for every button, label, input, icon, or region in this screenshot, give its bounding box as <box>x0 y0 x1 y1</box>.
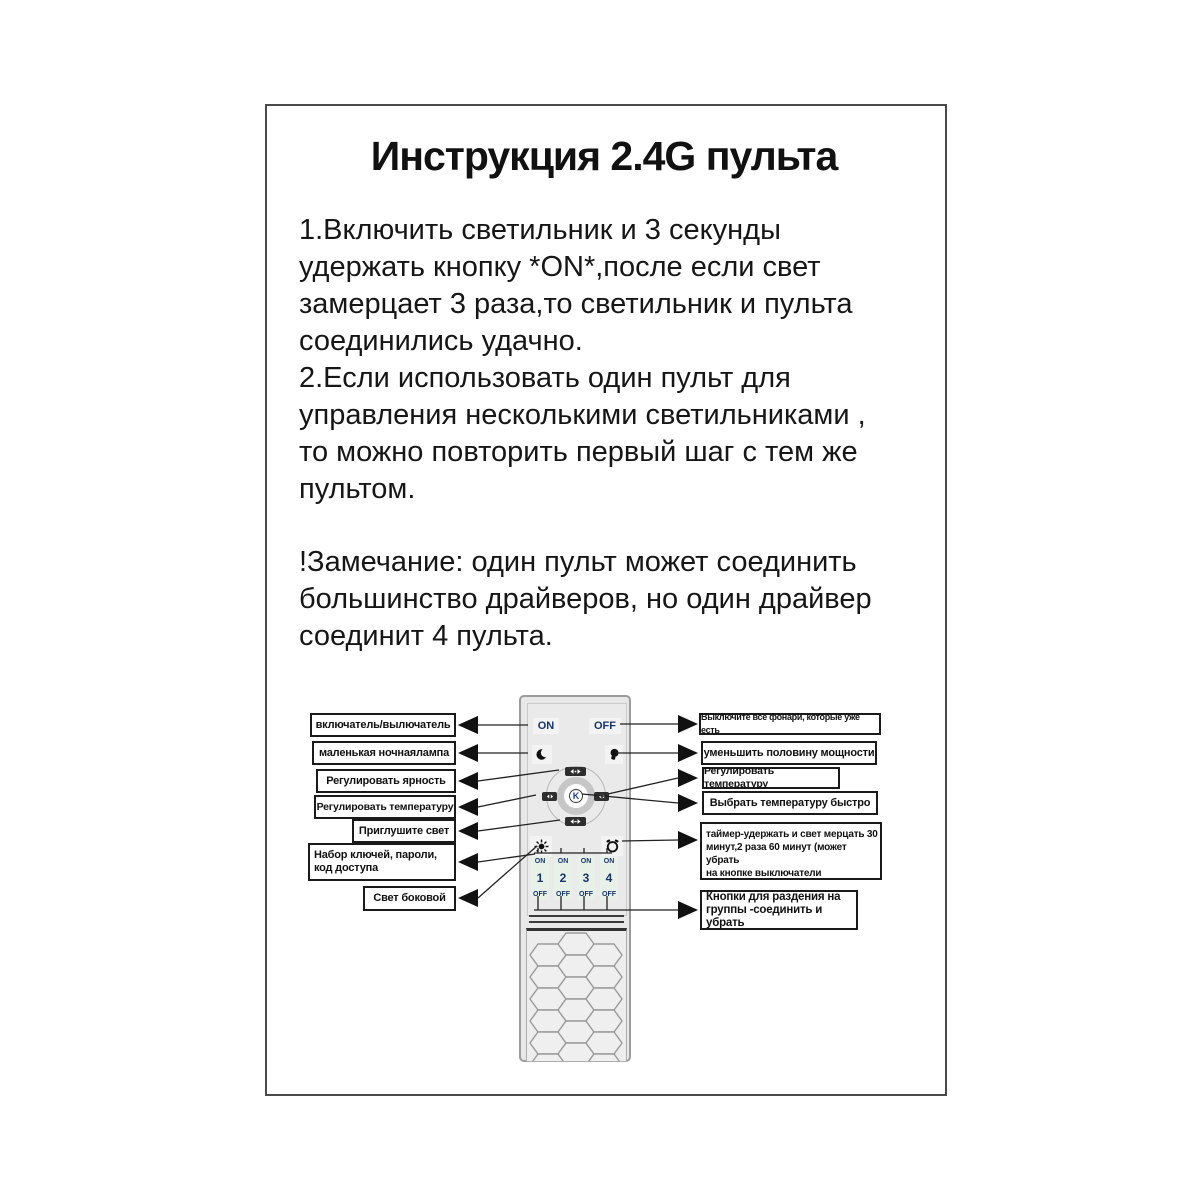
instruction-line: замерцает 3 раза,то светильник и пульта <box>299 288 853 320</box>
label-adjust-brightness: Регулировать ярность <box>316 769 456 793</box>
sun-icon <box>534 839 549 854</box>
instruction-line: 1.Включить светильник и 3 секунды <box>299 214 781 246</box>
instruction-line: 2.Если использовать один пульт для <box>299 362 791 394</box>
arrows-icon <box>596 793 608 800</box>
arrows-minus-icon <box>567 818 584 825</box>
k-button[interactable]: K <box>569 789 583 803</box>
label-adjust-temperature-right: Регулировать температуру <box>702 767 840 789</box>
instruction-line: то можно повторить первый шаг с тем же <box>299 436 858 468</box>
night-lamp-button[interactable] <box>532 745 552 764</box>
temperature-right-button[interactable] <box>594 792 609 801</box>
label-turn-off-all: Выключите все фонари, которые уже есть <box>699 713 881 735</box>
dim-light-button[interactable] <box>565 817 586 826</box>
timer-button[interactable] <box>601 836 623 856</box>
on-button[interactable]: ON <box>533 718 559 734</box>
label-group-buttons: Кнопки для раздения на группы -соединить и убрать <box>700 890 858 930</box>
label-timer: таймер-удержать и свет мерцать 30 минут,2 раза 60 минут (может убрать на кнопке выключатели <box>700 822 882 880</box>
group-button-1[interactable]: ON 1 OFF <box>533 858 547 898</box>
label-adjust-temperature-left: Регулировать температуру <box>314 795 456 819</box>
half-power-button[interactable] <box>605 745 623 764</box>
page-title: Инструкция 2.4G пульта <box>370 133 838 179</box>
note-text <box>299 544 919 655</box>
alarm-clock-icon <box>605 839 620 853</box>
arrows-icon <box>544 793 556 800</box>
instruction-line: удержать кнопку *ON*,после если свет <box>299 251 821 283</box>
remote-control <box>519 695 631 1062</box>
honeycomb-grille <box>526 928 627 1062</box>
divider-line <box>529 915 624 917</box>
label-half-power: уменьшить половину мощности <box>701 741 877 765</box>
group-button-3[interactable]: ON 3 OFF <box>579 858 593 898</box>
note-line: соединит 4 пульта. <box>299 620 553 652</box>
brightness-up-button[interactable] <box>565 767 586 776</box>
instruction-line: пультом. <box>299 473 416 505</box>
instruction-text <box>299 212 919 508</box>
arrows-plus-icon <box>567 768 584 775</box>
group-button-2[interactable]: ON 2 OFF <box>556 858 570 898</box>
instruction-page <box>265 104 947 1096</box>
off-button[interactable]: OFF <box>589 718 621 734</box>
divider-line <box>529 921 624 923</box>
group-button-4[interactable]: ON 4 OFF <box>602 858 616 898</box>
label-side-light: Свет боковой <box>363 886 456 911</box>
label-key-set: Набор ключей, пароли, код доступа <box>308 843 456 881</box>
label-dim-light: Приглушите свет <box>352 819 456 843</box>
note-line: большинство драйверов, но один драйвер <box>299 583 872 615</box>
instruction-line: соединились удачно. <box>299 325 583 357</box>
label-power-switch: включатель/вылючатель <box>310 713 456 737</box>
label-quick-temperature: Выбрать температуру быстро <box>702 791 878 815</box>
instruction-line: управления несколькими светильниками , <box>299 399 866 431</box>
temperature-left-button[interactable] <box>542 792 557 801</box>
side-light-button[interactable] <box>530 836 552 857</box>
note-line: !Замечание: один пульт может соединить <box>299 546 857 578</box>
light-bulb-icon <box>606 746 621 762</box>
label-night-lamp: маленькая ночнаялампа <box>312 741 456 765</box>
crescent-moon-icon <box>536 748 549 761</box>
